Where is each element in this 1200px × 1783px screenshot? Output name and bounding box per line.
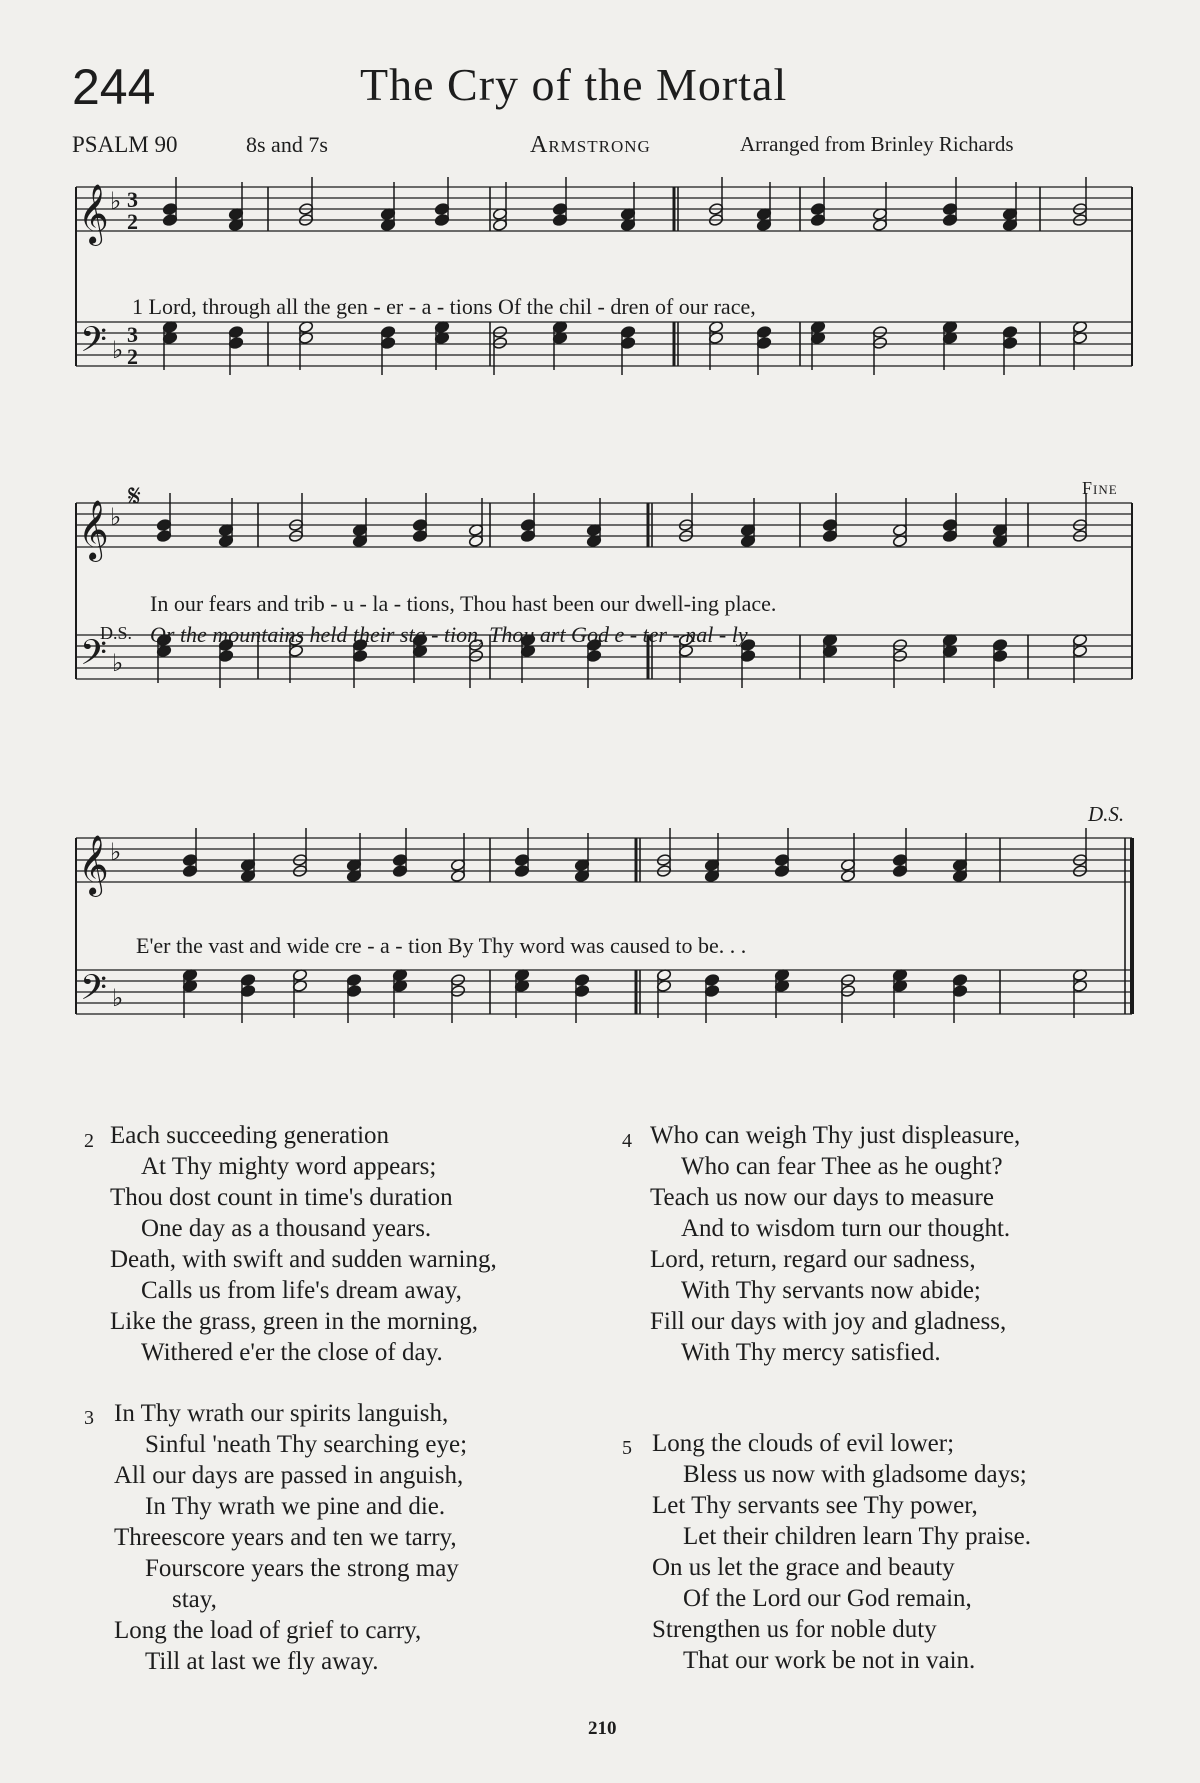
stanza-line: Death, with swift and sudden warning, — [110, 1246, 497, 1273]
stanza-line: Let their children learn Thy praise. — [683, 1523, 1032, 1550]
stanza-line: With Thy mercy satisfied. — [681, 1339, 941, 1366]
stanza-5 — [652, 1428, 1031, 1676]
time-signature: 2 — [127, 344, 138, 369]
stanza-line: stay, — [172, 1586, 217, 1613]
stanza-line: Each succeeding generation — [110, 1122, 390, 1149]
stanza-line: Strengthen us for noble duty — [652, 1616, 937, 1643]
bass-clef-icon: 𝄢 — [80, 632, 108, 681]
stanza-number: 4 — [622, 1130, 632, 1152]
stanza-line: Calls us from life's dream away, — [141, 1277, 462, 1304]
stanza-line: And to wisdom turn our thought. — [681, 1215, 1011, 1242]
arranger-credit: Arranged from Brinley Richards — [740, 132, 1014, 156]
treble-clef-icon: 𝄞 — [78, 184, 109, 244]
stanza-line: Of the Lord our God remain, — [683, 1585, 972, 1612]
stanza-line: In Thy wrath we pine and die. — [145, 1493, 446, 1520]
stanza-line: Bless us now with gladsome days; — [683, 1461, 1027, 1488]
stanza-line: Who can weigh Thy just displeasure, — [650, 1122, 1021, 1149]
stanza-line: Long the clouds of evil lower; — [652, 1430, 955, 1457]
psalm-source: PSALM 90 — [72, 132, 178, 157]
stanza-number: 2 — [84, 1130, 94, 1152]
system3-lyric: E'er the vast and wide cre - a - tion By Thy word was caused to be. . . — [136, 933, 747, 958]
stanza-line: Let Thy servants see Thy power, — [652, 1492, 978, 1519]
hymn-title: The Cry of the Mortal — [360, 59, 788, 110]
stanza-3 — [114, 1398, 467, 1677]
system2-lyric: In our fears and trib - u - la - tions, Thou hast been our dwell-ing place. — [150, 591, 777, 616]
ds-prefix: D.S. — [100, 623, 133, 643]
flat-sign-icon: ♭ — [110, 187, 122, 215]
flat-sign-icon: ♭ — [112, 649, 124, 677]
segno-sign: 𝄋 — [128, 480, 141, 513]
stanza-line: In Thy wrath our spirits languish, — [114, 1400, 449, 1427]
flat-sign-icon: ♭ — [112, 984, 124, 1012]
stanza-4 — [650, 1120, 1020, 1368]
stanza-line: Till at last we fly away. — [145, 1648, 379, 1675]
flat-sign-icon: ♭ — [110, 838, 122, 866]
treble-clef-icon: 𝄞 — [78, 500, 109, 560]
meter: 8s and 7s — [246, 132, 328, 157]
treble-clef-icon: 𝄞 — [78, 835, 109, 895]
page-number: 210 — [588, 1718, 617, 1739]
stanza-number: 5 — [622, 1437, 632, 1459]
flat-sign-icon: ♭ — [112, 336, 124, 364]
stanza-line: Withered e'er the close of day. — [141, 1339, 443, 1366]
stanza-line: Like the grass, green in the morning, — [110, 1308, 478, 1335]
stanza-line: Long the load of grief to carry, — [114, 1617, 422, 1644]
stanza-number: 3 — [84, 1407, 94, 1429]
hymn-number: 244 — [72, 59, 156, 115]
stanza-line: Lord, return, regard our sadness, — [650, 1246, 976, 1273]
time-signature: 2 — [127, 209, 138, 234]
tune-name: Armstrong — [530, 132, 651, 158]
bass-clef-icon: 𝄢 — [80, 319, 108, 368]
time-signature: 3 — [127, 187, 138, 212]
stanza-line: With Thy servants now abide; — [681, 1277, 981, 1304]
stanza-2 — [110, 1120, 497, 1368]
system2-ds-lyric: Or the mountains held their sta - tion, Thou art God e - ter - nal - ly. — [150, 622, 752, 647]
flat-sign-icon: ♭ — [110, 503, 122, 531]
bass-clef-icon: 𝄢 — [80, 967, 108, 1016]
stanza-line: Who can fear Thee as he ought? — [681, 1153, 1003, 1180]
stanza-line: That our work be not in vain. — [683, 1647, 976, 1674]
stanza-line: Thou dost count in time's duration — [110, 1184, 453, 1211]
stanza-line: All our days are passed in anguish, — [114, 1462, 464, 1489]
system1-lyric: 1 Lord, through all the gen - er - a - tions Of the chil - dren of our race, — [132, 294, 756, 319]
stanza-line: One day as a thousand years. — [141, 1215, 432, 1242]
ds-mark: D.S. — [1088, 802, 1125, 826]
stanza-line: Fourscore years the strong may — [145, 1555, 459, 1582]
stanza-line: On us let the grace and beauty — [652, 1554, 955, 1581]
fine-mark: Fine — [1082, 478, 1118, 498]
stanza-line: Fill our days with joy and gladness, — [650, 1308, 1007, 1335]
stanza-line: Threescore years and ten we tarry, — [114, 1524, 457, 1551]
stanza-line: At Thy mighty word appears; — [141, 1153, 437, 1180]
stanza-line: Sinful 'neath Thy searching eye; — [145, 1431, 468, 1458]
stanza-line: Teach us now our days to measure — [650, 1184, 994, 1211]
time-signature: 3 — [127, 322, 138, 347]
